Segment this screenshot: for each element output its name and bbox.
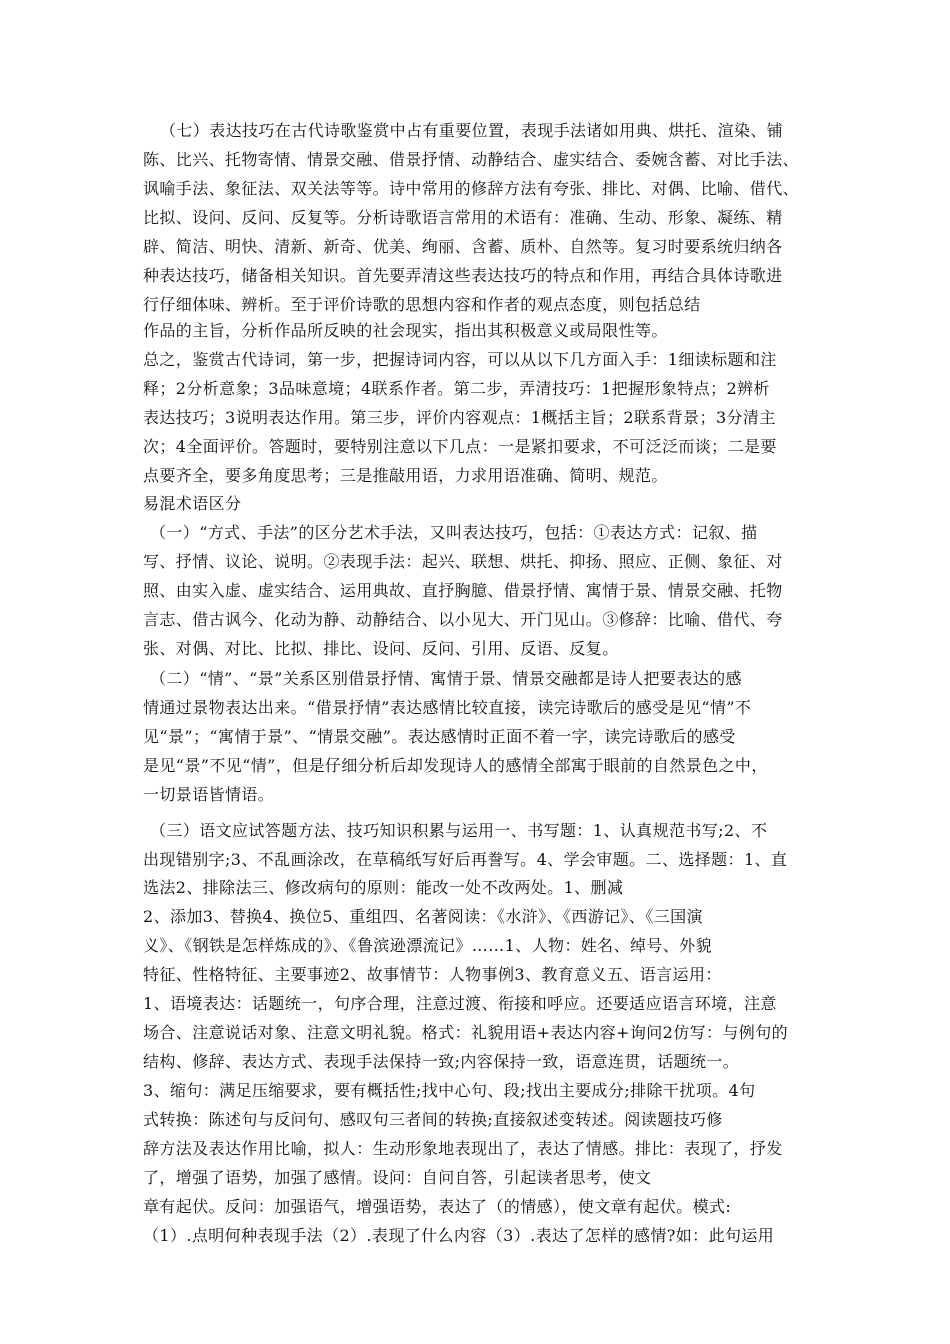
text-line: 见“景”；“寓情于景”、“情景交融”。表达感情时正面不着一字，读完诗歌后的感受: [143, 727, 736, 746]
text-line: 次；4全面评价。答题时，要特别注意以下几点：一是紧扣要求，不可泛泛而谈；二是要: [143, 437, 777, 456]
text-line: 照、由实入虚、虚实结合、运用典故、直抒胸臆、借景抒情、寓情于景、情景交融、托物: [143, 581, 783, 600]
text-line: 3、缩句：满足压缩要求，要有概括性;找中心句、段;找出主要成分;排除干扰项。4句: [143, 1081, 756, 1100]
text-line: 写、抒情、议论、说明。②表现手法：起兴、联想、烘托、抑扬、照应、正侧、象征、对: [143, 552, 783, 571]
text-line: 结构、修辞、表达方式、表现手法保持一致;内容保持一致，语意连贯，话题统一。: [143, 1052, 740, 1071]
text-line: 陈、比兴、托物寄情、情景交融、借景抒情、动静结合、虚实结合、委婉含蓄、对比手法、: [143, 150, 800, 169]
text-line: 行仔细体味、辨析。至于评价诗歌的思想内容和作者的观点态度，则包括总结: [143, 295, 701, 314]
section-heading: 易混术语区分: [143, 494, 242, 513]
text-line: 出现错别字;3、不乱画涂改，在草稿纸写好后再誊写。4、学会审题。二、选择题：1、直: [143, 850, 788, 869]
text-line: 言志、借古讽今、化动为静、动静结合、以小见大、开门见山。③修辞：比喻、借代、夸: [143, 610, 783, 629]
text-line: 选法2、排除法三、修改病句的原则：能改一处不改两处。1、删减: [143, 878, 624, 897]
text-line: 张、对偶、对比、比拟、排比、设问、反问、引用、反语、反复。: [143, 639, 619, 658]
text-line: 讽喻手法、象征法、双关法等等。诗中常用的修辞方法有夸张、排比、对偶、比喻、借代、: [143, 179, 800, 198]
text-line: 种表达技巧，储备相关知识。首先要弄清这些表达技巧的特点和作用，再结合具体诗歌进: [143, 266, 783, 285]
text-line: 作品的主旨，分析作品所反映的社会现实，指出其积极意义或局限性等。: [143, 321, 668, 340]
text-line: （三）语文应试答题方法、技巧知识积累与运用一、书写题：1、认真规范书写;2、不: [150, 821, 768, 840]
text-line: （七）表达技巧在古代诗歌鉴赏中占有重要位置，表现手法诸如用典、烘托、渲染、铺: [160, 121, 784, 140]
text-line: 2、添加3、替换4、换位5、重组四、名著阅读：《水浒》、《西游记》、《三国演: [143, 907, 703, 926]
text-line: 1、语境表达：话题统一，句序合理，注意过渡、衔接和呼应。还要适应语言环境，注意: [143, 994, 777, 1013]
text-line: 比拟、设问、反问、反复等。分析诗歌语言常用的术语有：准确、生动、形象、凝练、精: [143, 208, 783, 227]
text-line: 场合、注意说话对象、注意文明礼貌。格式：礼貌用语+表达内容+询问2仿写：与例句的: [143, 1023, 788, 1042]
text-line: 点要齐全，要多角度思考；三是推敲用语，力求用语准确、简明、规范。: [143, 466, 668, 485]
text-line: 辟、简洁、明快、清新、新奇、优美、绚丽、含蓄、质朴、自然等。复习时要系统归纳各: [143, 237, 783, 256]
text-line: 释；2分析意象；3品味意境；4联系作者。第二步，弄清技巧：1把握形象特点；2辨析: [143, 379, 770, 398]
text-line: 是见“景”不见“情”，但是仔细分析后却发现诗人的感情全部寓于眼前的自然景色之中，: [143, 756, 768, 775]
text-line: 一切景语皆情语。: [143, 785, 275, 804]
text-line: （1）.点明何种表现手法（2）.表现了什么内容（3）.表达了怎样的感情?如：此句运用: [143, 1226, 775, 1245]
text-line: 章有起伏。反问：加强语气，增强语势，表达了（的情感），使文章有起伏。模式:: [143, 1197, 732, 1216]
text-line: 辞方法及表达作用比喻，拟人：生动形象地表现出了，表达了情感。排比：表现了，抒发: [143, 1139, 783, 1158]
text-line: 义》、《钢铁是怎样炼成的》、《鲁滨逊漂流记》……1、人物：姓名、绰号、外貌: [143, 936, 712, 955]
text-line: （一）“方式、手法”的区分艺术手法，又叫表达技巧，包括：①表达方式：记叙、描: [150, 523, 758, 542]
text-line: 式转换：陈述句与反问句、感叹句三者间的转换;直接叙述变转述。阅读题技巧修: [143, 1110, 723, 1129]
text-line: 了，增强了语势，加强了感情。设问：自问自答，引起读者思考，使文: [143, 1168, 652, 1187]
text-line: 特征、性格特征、主要事迹2、故事情节：人物事例3、教育意义五、语言运用：: [143, 965, 722, 984]
text-line: 总之，鉴赏古代诗词，第一步，把握诗词内容，可以从以下几方面入手：1细读标题和注: [143, 350, 777, 369]
text-line: 表达技巧；3说明表达作用。第三步，评价内容观点：1概括主旨；2联系背景；3分清主: [143, 408, 776, 427]
text-line: 情通过景物表达出来。“借景抒情”表达感情比较直接，读完诗歌后的感受是见“情”不: [143, 698, 752, 717]
text-line: （二）“情”、“景”关系区别借景抒情、寓情于景、情景交融都是诗人把要表达的感: [150, 669, 742, 688]
